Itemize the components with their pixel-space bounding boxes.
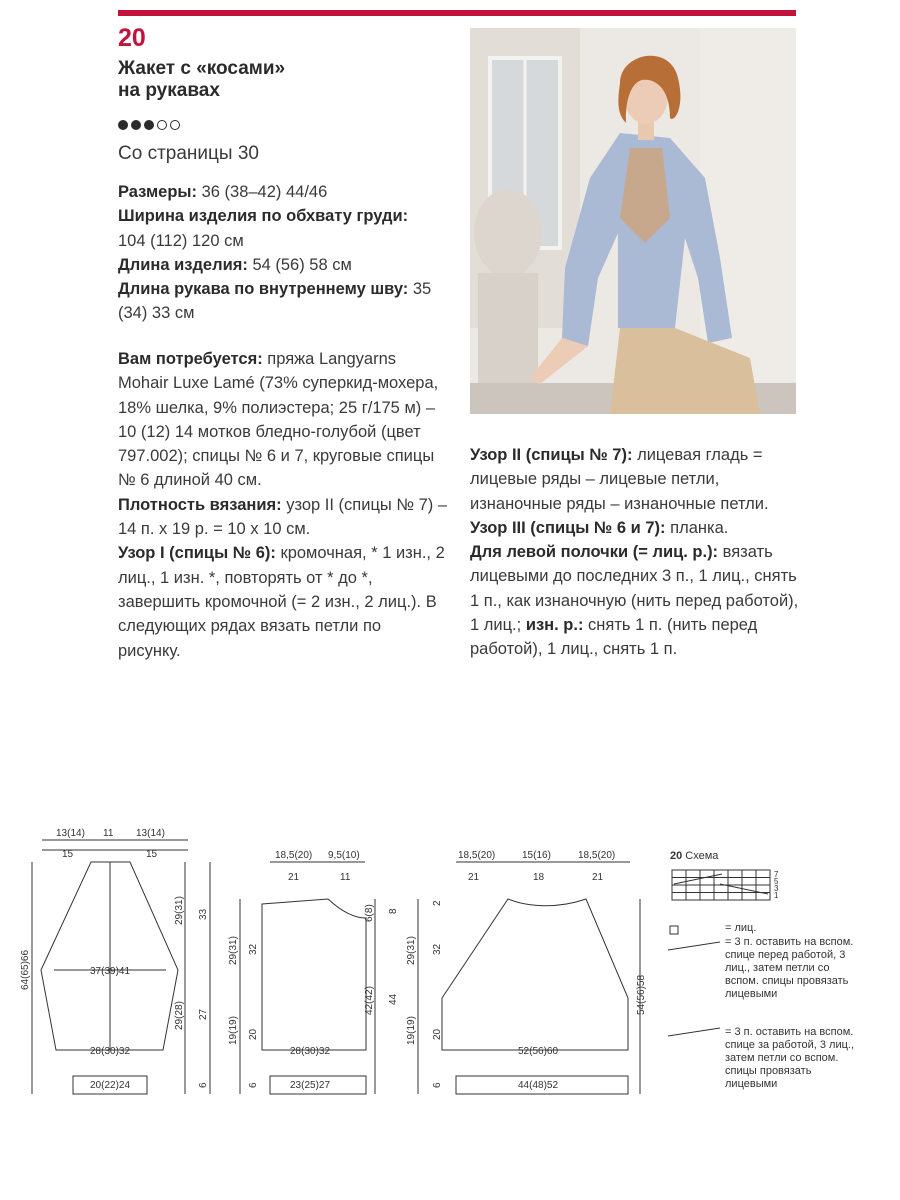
materials-text: пряжа Langyarns Mohair Luxe Lamé (73% суперкид-мохера, 18% шелка, 9% полиэстера; 25 г/175 м) – 10 (12) 14 мотков бледно-голубой (цвет 797.002); спицы № 6 и 7, круговые спицы № 6 длиной 40 см.	[118, 350, 439, 490]
pattern1-label: Узор I (спицы № 6):	[118, 544, 276, 563]
front-sub-left: 21	[288, 872, 300, 883]
difficulty-dot-filled-icon	[144, 120, 154, 130]
wrong-side-label: изн. р.:	[521, 616, 584, 635]
knit-symbol-icon	[670, 926, 678, 934]
sleeve-sub-left: 15	[62, 849, 74, 860]
sleeve-width-low: 28(30)32	[90, 1046, 131, 1057]
pattern2-text: лицевая гладь = лицевые ряды – лицевые петли, изнаночные ряды – изнаночные петли.	[470, 446, 769, 513]
legend-cable-left: = 3 п. оставить на вспом. спице за работой, 3 лиц., затем петли со вспом. спицы провязать лицевыми	[725, 1026, 855, 1090]
back-top-mid: 15(16)	[522, 850, 551, 861]
difficulty-dot-empty-icon	[170, 120, 180, 130]
back-left-top2: 32	[432, 943, 443, 955]
back-top-right: 18,5(20)	[578, 850, 616, 861]
front-width-low: 28(30)32	[290, 1046, 331, 1057]
pattern2-label: Узор II (спицы № 7):	[470, 446, 633, 464]
pattern3-text: планка.	[665, 518, 729, 537]
gauge-label: Плотность вязания:	[118, 495, 282, 514]
wrong-side-text: снять 1 п. (нить перед работой), 1 лиц., снять 1 п.	[470, 616, 758, 659]
length-label: Длина изделия:	[118, 255, 248, 274]
front-sub-right: 11	[340, 872, 351, 883]
sizes-label: Размеры:	[118, 183, 198, 201]
chart-row-7: 7	[774, 870, 779, 879]
sleeve-right-cuff: 6	[198, 1082, 209, 1088]
chart-row-5: 5	[774, 877, 779, 886]
sleeve-right-top2: 33	[198, 908, 209, 920]
materials-label: Вам потребуется:	[118, 350, 263, 368]
sleeve-width-cuff: 20(22)24	[90, 1080, 131, 1091]
chart-title-number: 20	[670, 850, 683, 862]
back-left-top: 29(31)	[406, 936, 417, 965]
back-sub-mid: 18	[533, 872, 545, 883]
chart-row-3: 3	[774, 884, 779, 893]
specs-block	[118, 180, 438, 326]
sleeve-top-left: 13(14)	[56, 828, 85, 839]
from-page: Со страницы 30	[118, 143, 259, 164]
front-left-bottom2: 20	[248, 1028, 259, 1040]
back-left-neck: 2	[432, 900, 443, 906]
patterns-block	[470, 443, 800, 662]
legend-cable-right: = 3 п. оставить на вспом. спице перед работой, 3 лиц., затем петли со вспом. спицы провязать лицевыми	[725, 936, 854, 1000]
back-left-cuff: 6	[432, 1082, 443, 1088]
front-right-total: 42(42)	[364, 986, 375, 1015]
front-left-bottom: 19(19)	[228, 1016, 239, 1045]
difficulty-dot-filled-icon	[131, 120, 141, 130]
model-photo	[470, 28, 796, 414]
title-line-1: Жакет с «косами»	[118, 58, 286, 79]
back-top-left: 18,5(20)	[458, 850, 496, 861]
back-right-total: 54(56)58	[636, 974, 647, 1015]
back-left-bottom: 19(19)	[406, 1016, 417, 1045]
difficulty-dot-empty-icon	[157, 120, 167, 130]
pattern-title	[118, 58, 285, 102]
title-line-2: на рукавах	[118, 80, 220, 101]
back-width-band: 44(48)52	[518, 1080, 559, 1091]
chart-title	[670, 850, 719, 862]
legend-knit: = лиц.	[725, 922, 757, 934]
front-left-top: 29(31)	[228, 936, 239, 965]
front-right-neck: 6(8)	[364, 904, 375, 922]
sleeve-top-mid: 11	[103, 828, 114, 839]
materials-block	[118, 347, 448, 663]
front-width-band: 23(25)27	[290, 1080, 331, 1091]
difficulty-rating	[118, 120, 180, 130]
left-front-label: Для левой полочки (= лиц. р.):	[470, 543, 719, 562]
front-left-cuff: 6	[248, 1082, 259, 1088]
cable-left-symbol-icon	[668, 1028, 720, 1036]
sleeve-top-right: 13(14)	[136, 828, 165, 839]
sleeve-left-height: 64(65)66	[20, 949, 31, 990]
back-sub-right: 21	[592, 872, 604, 883]
pattern-number: 20	[118, 24, 146, 52]
width-label: Ширина изделия по обхвату груди:	[118, 207, 409, 226]
front-top-left: 18,5(20)	[275, 850, 313, 861]
sleeve-value: 35 (34) 33 см	[118, 280, 432, 323]
front-left-top2: 32	[248, 943, 259, 955]
chart-row-1: 1	[774, 891, 779, 900]
front-right-neck2: 8	[388, 908, 399, 914]
gauge-text: узор II (спицы № 7) – 14 п. х 19 р. = 10 х 10 см.	[118, 495, 448, 539]
chart-title-text: Схема	[682, 850, 719, 862]
accent-top-bar	[118, 10, 796, 16]
left-front-text: вязать лицевыми до последних 3 п., 1 лиц., снять 1 п., как изнаночную (нить перед работой), 1 лиц.;	[470, 543, 799, 635]
back-outline	[442, 899, 628, 1050]
back-sub-left: 21	[468, 872, 480, 883]
back-left-bottom2: 20	[432, 1028, 443, 1040]
width-value: 104 (112) 120 см	[118, 231, 244, 250]
sleeve-right-bottom2: 27	[198, 1008, 209, 1020]
pattern1-text: кромочная, * 1 изн., 2 лиц., 1 изн. *, повторять от * до *, завершить кромочной (= 2 изн., 2 лиц.). В следующих рядах вязать петли по рисунку.	[118, 544, 445, 660]
length-value: 54 (56) 58 см	[247, 255, 352, 274]
cable-right-symbol-icon	[668, 942, 720, 950]
sleeve-sub-right: 15	[146, 849, 158, 860]
sleeve-width-mid: 37(39)41	[90, 966, 131, 977]
back-width-low: 52(56)60	[518, 1046, 559, 1057]
front-outline	[262, 899, 366, 1050]
sleeve-right-top: 29(31)	[174, 896, 185, 925]
front-right-total2: 44	[388, 993, 399, 1005]
sizes-value: 36 (38–42) 44/46	[197, 183, 328, 201]
sleeve-label: Длина рукава по внутреннему шву:	[118, 280, 409, 299]
sleeve-right-bottom: 29(28)	[174, 1001, 185, 1030]
pattern3-label: Узор III (спицы № 6 и 7):	[470, 518, 666, 537]
front-top-right: 9,5(10)	[328, 850, 360, 861]
difficulty-dot-filled-icon	[118, 120, 128, 130]
